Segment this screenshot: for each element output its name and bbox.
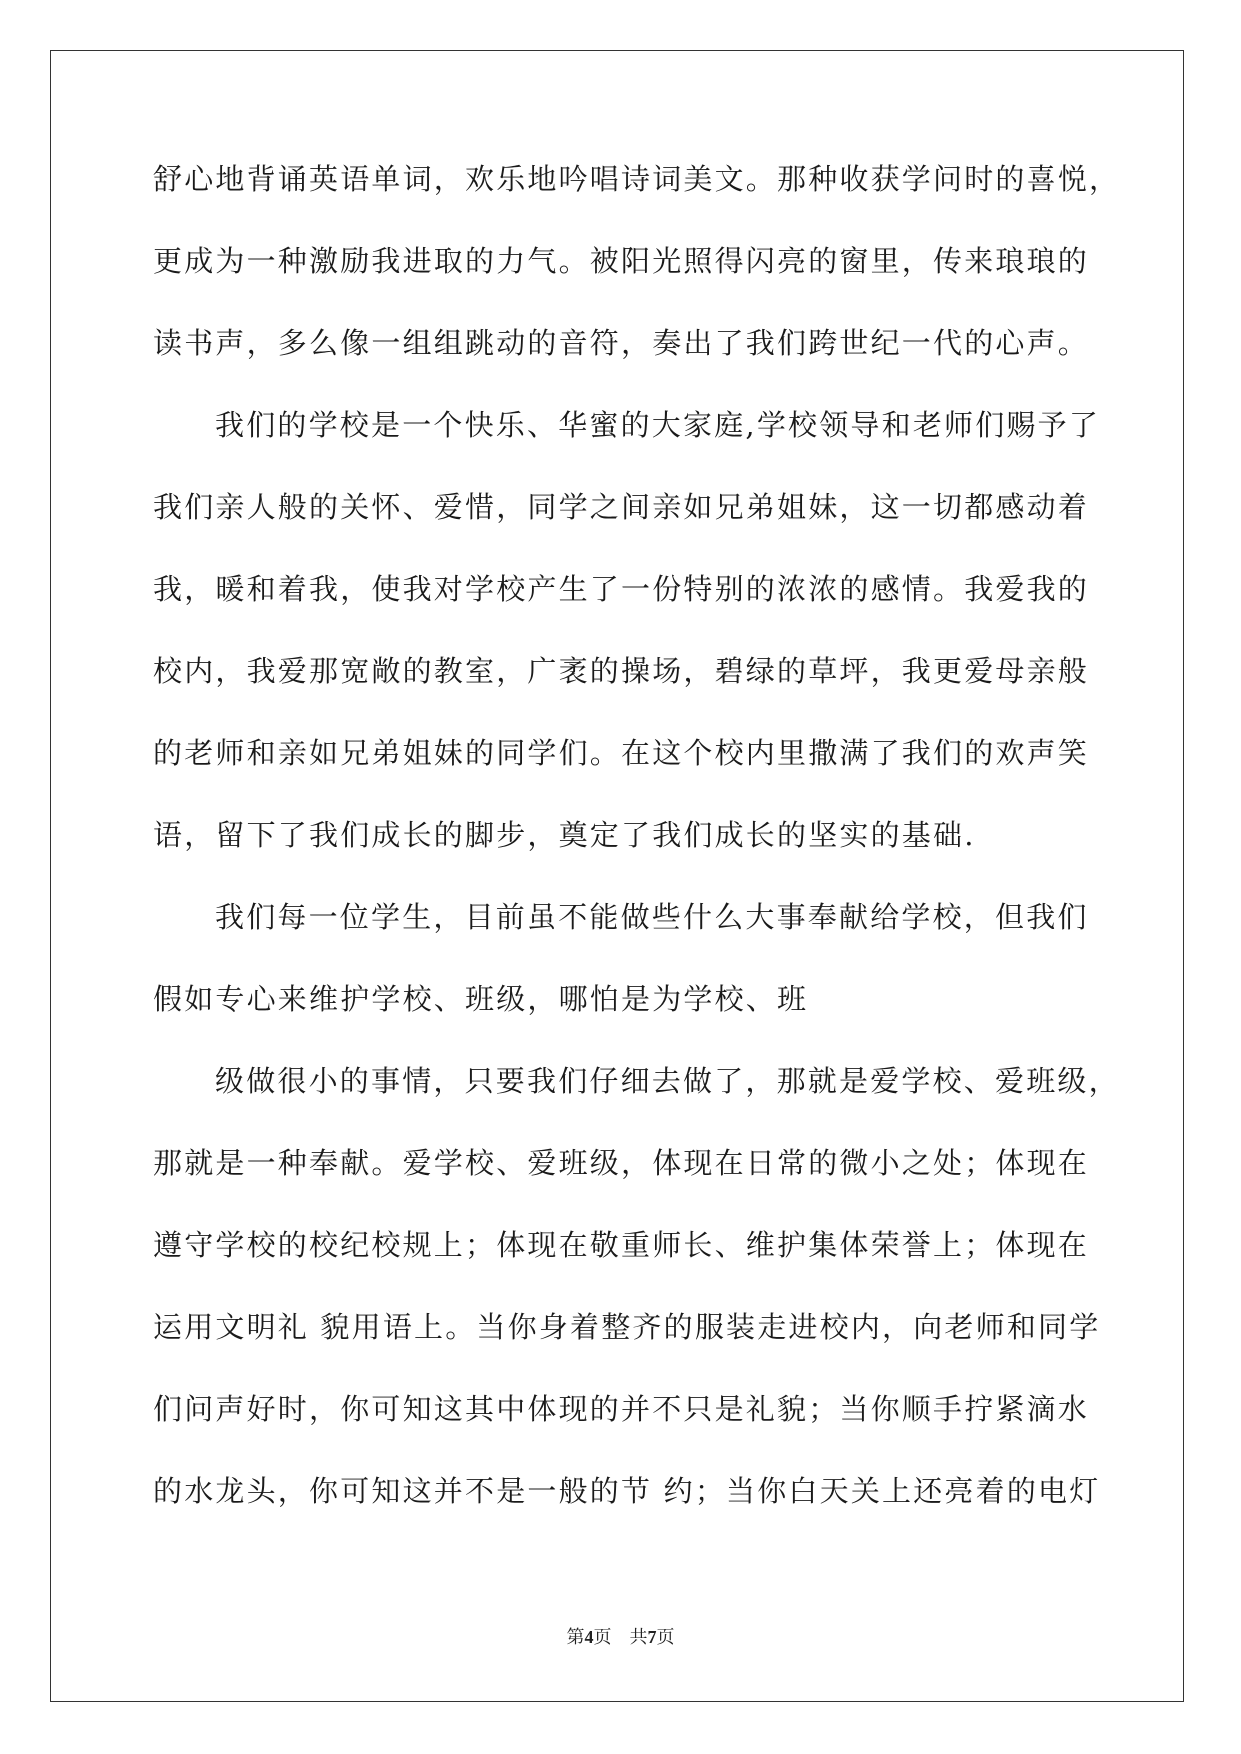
- text-line: 的老师和亲如兄弟姐妹的同学们。在这个校内里撒满了我们的欢声笑: [153, 736, 1090, 770]
- text-line: 语，留下了我们成长的脚步，奠定了我们成长的坚实的基础.: [153, 818, 976, 852]
- text-line: 我，暖和着我，使我对学校产生了一份特别的浓浓的感情。我爱我的: [153, 572, 1090, 606]
- text-line: 读书声，多么像一组组跳动的音符，奏出了我们跨世纪一代的心声。: [153, 326, 1090, 360]
- total-prefix: 共: [629, 1627, 648, 1648]
- text-line: 遵守学校的校纪校规上；体现在敬重师长、维护集体荣誉上；体现在: [153, 1228, 1090, 1262]
- text-line: 假如专心来维护学校、班级，哪怕是为学校、班: [153, 982, 809, 1016]
- text-line: 更成为一种激励我进取的力气。被阳光照得闪亮的窗里，传来琅琅的: [153, 244, 1090, 278]
- document-body: [153, 155, 1121, 1549]
- text-line: 舒心地背诵英语单词，欢乐地吟唱诗词美文。那种收获学问时的喜悦，: [153, 162, 1121, 196]
- text-line: 运用文明礼 貌用语上。当你身着整齐的服装走进校内，向老师和同学: [153, 1310, 1101, 1344]
- text-line: 那就是一种奉献。爱学校、爱班级，体现在日常的微小之处；体现在: [153, 1146, 1090, 1180]
- text-line: 校内，我爱那宽敞的教室，广袤的操场，碧绿的草坪，我更爱母亲般: [153, 654, 1090, 688]
- text-line: 级做很小的事情，只要我们仔细去做了，那就是爱学校、爱班级，: [215, 1064, 1120, 1098]
- page-footer: [0, 1623, 1241, 1649]
- text-line: 我们的学校是一个快乐、华蜜的大家庭,学校领导和老师们赐予了: [215, 408, 1101, 442]
- page-number: 4: [584, 1627, 594, 1647]
- page-prefix: 第: [566, 1627, 585, 1648]
- text-line: 我们亲人般的关怀、爱惜，同学之间亲如兄弟姐妹，这一切都感动着: [153, 490, 1090, 524]
- text-line: 们问声好时，你可知这其中体现的并不只是礼貌；当你顺手拧紧滴水: [153, 1392, 1090, 1426]
- text-line: 我们每一位学生，目前虽不能做些什么大事奉献给学校，但我们: [215, 900, 1089, 934]
- page-suffix: 页: [593, 1627, 612, 1648]
- text-line: 的水龙头，你可知这并不是一般的节 约；当你白天关上还亮着的电灯: [153, 1474, 1101, 1508]
- total-pages: 7: [647, 1627, 657, 1647]
- total-suffix: 页: [656, 1627, 675, 1648]
